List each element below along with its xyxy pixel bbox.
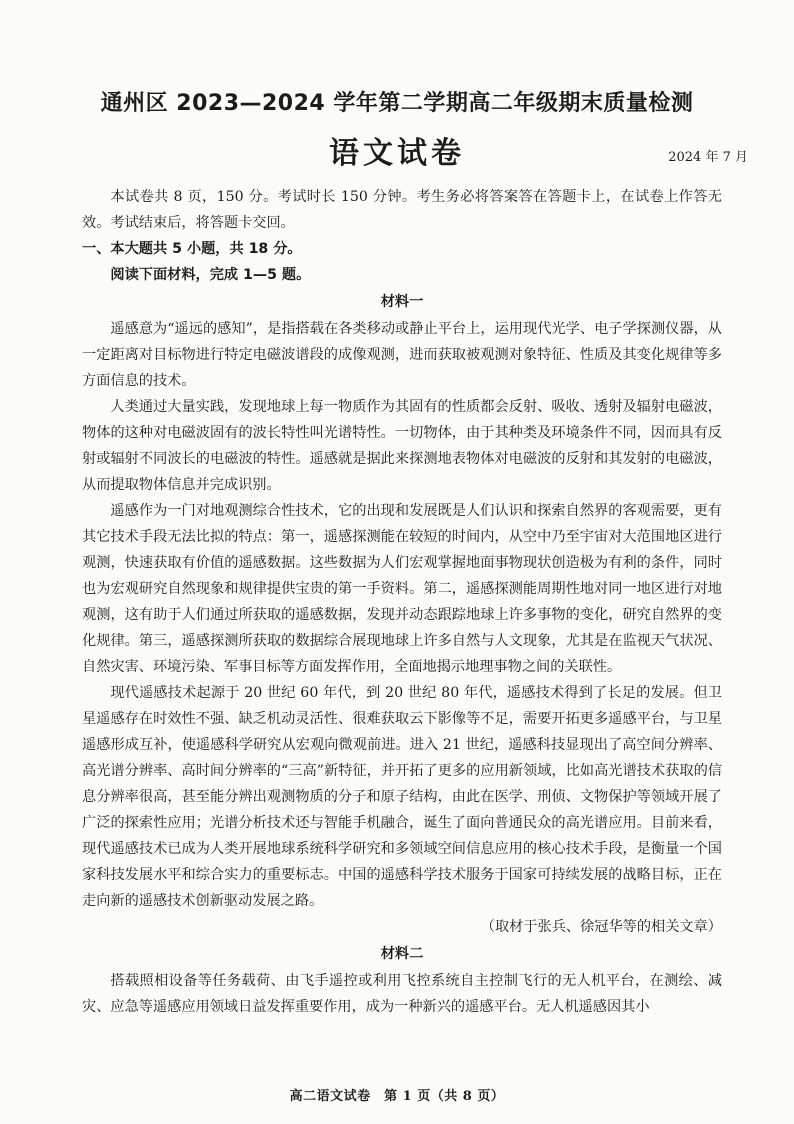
material-2-label: 材料二: [380, 946, 424, 962]
material-1-paragraph: 人类通过大量实践，发现地球上每一物质作为其固有的性质都会反射、吸收、透射及辐射电磁波，物体的这种对电磁波固有的波长特性叫光谱特性。一切物体，由于其种类及环境条件不同，因而具有反射或辐射不同波长的电磁波的特性。遥感就是据此来探测地表物体对电磁波的反射和其发射的电磁波，从而提取物体信息并完成识别。: [82, 399, 722, 493]
material-1-source: （取材于张兵、徐冠华等的相关文章）: [480, 919, 722, 935]
material-1-label: 材料一: [380, 294, 424, 310]
exam-intro: 本试卷共 8 页，150 分。考试时长 150 分钟。考生务必将答案答在答题卡上，在试卷上作答无效。考试结束后，将答题卡交回。: [82, 189, 722, 231]
section-heading: 一、本大题共 5 小题，共 18 分。: [82, 241, 302, 257]
page-footer: 高二语文试卷 第 1 页（共 8 页）: [289, 1089, 505, 1104]
material-1-paragraph: 现代遥感技术起源于 20 世纪 60 年代，到 20 世纪 80 年代，遥感技术得到了长足的发展。但卫星遥感存在时效性不强、缺乏机动灵活性、很难获取云下影像等不足，需要开拓更多遥感平台，与卫星遥感形成互补，使遥感科学研究从宏观向微观前进。进入 21 世纪，遥感科技显现出了高空间分辨率、高光谱分辨率、高时间分辨率的“三高”新特征，并开拓了更多的应用新领域，比如高光谱技术获取的信息分辨率很高，甚至能分辨出观测物质的分子和原子结构，由此在医学、刑侦、文物保护等领域开展了广泛的探索性应用；光谱分析技术还与智能手机融合，诞生了面向普通民众的高光谱应用。目前来看，现代遥感技术已成为人类开展地球系统科学研究和多领域空间信息应用的核心技术手段，是衡量一个国家科技发展水平和综合实力的重要标志。中国的遥感科学技术服务于国家可持续发展的战略目标，正在走向新的遥感技术创新驱动发展之路。: [82, 685, 722, 909]
material-1-paragraph: 遥感意为“遥远的感知”，是指搭载在各类移动或静止平台上，运用现代光学、电子学探测仪器，从一定距离对目标物进行特定电磁波谱段的成像观测，进而获取被观测对象特征、性质及其变化规律等多方面信息的技术。: [82, 321, 722, 389]
exam-date: 2024 年 7 月: [668, 150, 748, 165]
material-1-paragraph: 遥感作为一门对地观测综合性技术，它的出现和发展既是人们认识和探索自然界的客观需要，更有其它技术手段无法比拟的特点：第一，遥感探测能在较短的时间内，从空中乃至宇宙对大范围地区进行观测，快速获取有价值的遥感数据。这些数据为人们宏观掌握地面事物现状创造极为有利的条件，同时也为宏观研究自然现象和规律提供宝贵的第一手资料。第二，遥感探测能周期性地对同一地区进行对地观测，这有助于人们通过所获取的遥感数据，发现并动态跟踪地球上许多事物的变化，研究自然界的变化规律。第三，遥感探测所获取的数据综合展现地球上许多自然与人文现象，尤其是在监视天气状况、自然灾害、环境污染、军事目标等方面发挥作用，全面地揭示地理事物之间的关联性。: [82, 503, 722, 675]
subject-title: 语文试卷: [329, 136, 465, 171]
material-2-paragraph: 搭载照相设备等任务载荷、由飞手遥控或利用飞控系统自主控制飞行的无人机平台，在测绘、减灾、应急等遥感应用领域日益发挥重要作用，成为一种新兴的遥感平台。无人机遥感因其小: [82, 973, 722, 1015]
section-instruction: 阅读下面材料，完成 1—5 题。: [110, 267, 311, 283]
exam-body: [82, 184, 722, 1020]
exam-title: 通州区 2023—2024 学年第二学期高二年级期末质量检测: [100, 91, 694, 116]
